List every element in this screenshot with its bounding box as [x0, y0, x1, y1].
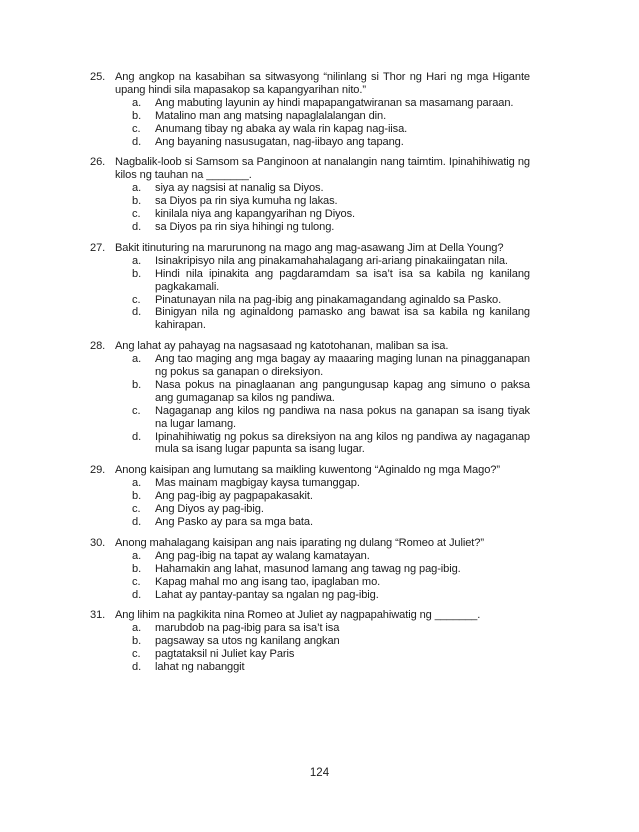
answer-choice	[132, 97, 530, 110]
question-text: Anong kaisipan ang lumutang sa maikling kuwentong “Aginaldo ng mga Mago?”	[115, 464, 500, 477]
answer-choice	[132, 221, 530, 234]
choice-text: Nasa pokus na pinaglaanan ang pangungusap kapag ang simuno o paksa ang gumaganap sa kilos ng pandiwa.	[155, 378, 530, 404]
choice-letter: b.	[132, 562, 142, 575]
question-number: 26.	[90, 156, 106, 169]
choice-letter: c.	[132, 293, 141, 306]
answer-choice	[132, 648, 530, 661]
choice-text: Kapag mahal mo ang isang tao, ipaglaban mo.	[155, 575, 381, 588]
answer-choice	[132, 576, 530, 589]
question-number: 31.	[90, 609, 106, 622]
choice-letter: c.	[132, 575, 141, 588]
choice-letter: b.	[132, 490, 142, 503]
choice-text: Hahamakin ang lahat, masunod lamang ang tawag ng pag-ibig.	[155, 562, 461, 575]
question-stem	[90, 609, 530, 622]
choice-letter: a.	[132, 254, 142, 267]
question-item	[90, 156, 530, 233]
choice-text: Ang Diyos ay pag-ibig.	[155, 503, 264, 516]
answer-choice	[132, 503, 530, 516]
choice-letter: d.	[132, 135, 142, 148]
question-item	[90, 340, 530, 456]
answer-choice	[132, 208, 530, 221]
question-stem	[90, 537, 530, 550]
answer-choice	[132, 490, 530, 503]
choice-text: Nagaganap ang kilos ng pandiwa na nasa pokus na ganapan sa isang tiyak na lugar lamang.	[155, 404, 530, 430]
choice-text: Ang tao maging ang mga bagay ay maaaring maging lunan na pinagganapan ng pokus sa ganapan o direksiyon.	[155, 353, 530, 379]
question-item	[90, 71, 530, 148]
choice-text: Ang Pasko ay para sa mga bata.	[155, 516, 313, 528]
choice-letter: d.	[132, 430, 142, 443]
question-stem	[90, 156, 530, 182]
choice-letter: b.	[132, 267, 142, 280]
choice-letter: a.	[132, 353, 142, 366]
question-number: 30.	[90, 536, 106, 549]
question-number: 28.	[90, 340, 106, 353]
choice-text: Ang pag-ibig ay pagpapakasakit.	[155, 490, 313, 503]
choice-text: kinilala niya ang kapangyarihan ng Diyos.	[155, 208, 356, 221]
question-text: Bakit itinuturing na marurunong na mago ang mag-asawang Jim at Della Young?	[115, 241, 504, 254]
choice-text: sa Diyos pa rin siya kumuha ng lakas.	[155, 195, 338, 208]
choice-letter: d.	[132, 516, 142, 528]
choice-text: marubdob na pag-ibig para sa isa’t isa	[155, 622, 340, 635]
choice-letter: a.	[132, 477, 142, 490]
answer-choice	[132, 353, 530, 379]
question-item	[90, 609, 530, 674]
question-list	[90, 71, 530, 682]
answer-choice	[132, 110, 530, 123]
choice-letter: a.	[132, 182, 142, 195]
choice-text: Lahat ay pantay-pantay sa ngalan ng pag-ibig.	[155, 588, 379, 601]
choice-letter: b.	[132, 378, 142, 391]
choice-text: Ang mabuting layunin ay hindi mapapangatwiranan sa masamang paraan.	[155, 96, 514, 109]
choice-text: pagsaway sa utos ng kanilang angkan	[155, 635, 340, 648]
question-number: 29.	[90, 464, 106, 477]
choice-letter: d.	[132, 220, 142, 233]
answer-choice	[132, 123, 530, 136]
answer-choice	[132, 255, 530, 268]
choice-letter: b.	[132, 195, 142, 208]
choice-text: Ang bayaning nasusugatan, nag-iibayo ang tapang.	[155, 135, 404, 148]
question-item	[90, 464, 530, 529]
answer-choice	[132, 405, 530, 431]
answer-choice	[132, 431, 530, 457]
choice-text: Isinakripisyo nila ang pinakamahahalagang ari-ariang pinakaiingatan nila.	[155, 254, 508, 267]
choice-letter: d.	[132, 661, 142, 674]
choice-letter: d.	[132, 588, 142, 601]
question-text: Nagbalik-loob si Samsom sa Panginoon at nanalangin nang taimtim. Ipinahihiwatig ng kilos ng tauhan na _______.	[115, 156, 530, 182]
question-item	[90, 537, 530, 602]
page-number: 124	[309, 767, 330, 779]
question-item	[90, 242, 530, 332]
answer-choice	[132, 136, 530, 149]
choice-text: pagtataksil ni Juliet kay Paris	[155, 648, 295, 661]
answer-choice	[132, 516, 530, 529]
answer-choice	[132, 661, 530, 674]
answer-choice	[132, 379, 530, 405]
answer-choice	[132, 622, 530, 635]
choice-text: lahat ng nabanggit	[155, 661, 245, 674]
question-stem	[90, 242, 530, 255]
choice-letter: c.	[132, 122, 141, 135]
choice-letter: c.	[132, 503, 141, 516]
choice-letter: b.	[132, 635, 142, 648]
question-text: Ang angkop na kasabihan sa sitwasyong “nilinlang si Thor ng Hari ng mga Higante upang hindi sila mapasakop sa kapangyarihan nito.”	[115, 71, 530, 96]
question-text: Ang lahat ay pahayag na nagsasaad ng katotohanan, maliban sa isa.	[115, 340, 449, 353]
choice-text: Ang pag-ibig na tapat ay walang kamatayan.	[155, 549, 370, 562]
choice-letter: d.	[132, 306, 142, 319]
answer-choice	[132, 563, 530, 576]
answer-choice	[132, 195, 530, 208]
choice-text: Ipinahihiwatig ng pokus sa direksiyon na ang kilos ng pandiwa ay nagaganap mula sa isang lugar papunta sa isang lugar.	[155, 430, 530, 456]
question-stem	[90, 71, 530, 97]
choice-text: Hindi nila ipinakita ang pagdaramdam sa isa’t isa sa kabila ng kanilang pagkakamali.	[155, 267, 530, 293]
choice-letter: c.	[132, 648, 141, 661]
answer-choice	[132, 306, 530, 332]
choice-text: sa Diyos pa rin siya hihingi ng tulong.	[155, 220, 335, 233]
choice-text: Matalino man ang matsing napaglalalangan din.	[155, 109, 387, 122]
choice-letter: c.	[132, 208, 141, 221]
question-stem	[90, 340, 530, 353]
choice-text: Anumang tibay ng abaka ay wala rin kapag nag-iisa.	[155, 122, 408, 135]
answer-choice	[132, 550, 530, 563]
question-text: Ang lihim na pagkikita nina Romeo at Juliet ay nagpapahiwatig ng _______.	[115, 609, 481, 622]
choice-text: siya ay nagsisi at nanalig sa Diyos.	[155, 182, 324, 195]
choice-letter: a.	[132, 96, 142, 109]
question-number: 27.	[90, 241, 106, 254]
answer-choice	[132, 294, 530, 307]
question-number: 25.	[90, 71, 106, 83]
choice-letter: c.	[132, 404, 141, 417]
answer-choice	[132, 182, 530, 195]
choice-letter: b.	[132, 109, 142, 122]
choice-letter: a.	[132, 549, 142, 562]
answer-choice	[132, 589, 530, 602]
choice-letter: a.	[132, 622, 142, 635]
question-stem	[90, 464, 530, 477]
answer-choice	[132, 635, 530, 648]
choice-text: Mas mainam magbigay kaysa tumanggap.	[155, 477, 360, 490]
answer-choice	[132, 268, 530, 294]
answer-choice	[132, 477, 530, 490]
choice-text: Binigyan nila ng aginaldong pamasko ang bawat isa sa kabila ng kanilang kahirapan.	[155, 306, 530, 332]
question-text: Anong mahalagang kaisipan ang nais iparating ng dulang “Romeo at Juliet?”	[115, 536, 484, 549]
choice-text: Pinatunayan nila na pag-ibig ang pinakamagandang aginaldo sa Pasko.	[155, 293, 502, 306]
